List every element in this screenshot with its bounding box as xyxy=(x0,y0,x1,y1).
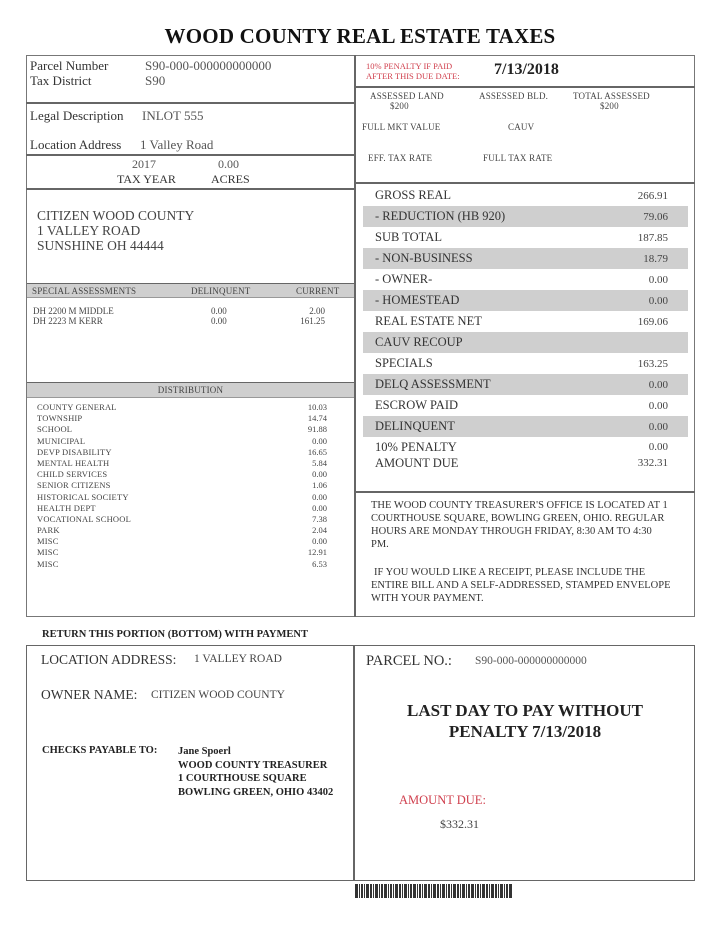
divider xyxy=(26,102,355,104)
summary-row: - REDUCTION (HB 920) 79.06 xyxy=(363,206,688,227)
stub-owner-name-value: CITIZEN WOOD COUNTY xyxy=(151,689,285,701)
special-row-current: 161.25 xyxy=(300,316,325,326)
stub-parcel-no-label: PARCEL NO.: xyxy=(366,653,452,669)
treasurer-office-note: THE WOOD COUNTY TREASURER'S OFFICE IS LOCATED AT 1 COURTHOUSE SQUARE, BOWLING GREEN, OHIO. REGULAR HOURS ARE MONDAY THROUGH FRIDAY, 8:30 AM TO 4:30 PM. xyxy=(371,500,668,550)
summary-row: SUB TOTAL 187.85 xyxy=(375,230,668,244)
last-day-to-pay: LAST DAY TO PAY WITHOUT PENALTY 7/13/2018 xyxy=(407,701,643,741)
divider xyxy=(26,154,355,156)
distribution-row: MISC 12.91 xyxy=(37,547,327,558)
special-row-name: DH 2223 M KERR xyxy=(33,316,103,326)
return-portion-notice: RETURN THIS PORTION (BOTTOM) WITH PAYMENT xyxy=(42,629,308,640)
distribution-row: DEVP DISABILITY 16.65 xyxy=(37,446,327,457)
payee-name: Jane Spoerl xyxy=(178,746,231,757)
divider xyxy=(355,182,695,184)
payee-office: WOOD COUNTY TREASURER xyxy=(178,759,328,771)
distribution-row: HEALTH DEPT 0.00 xyxy=(37,502,327,513)
owner-street: 1 VALLEY ROAD xyxy=(37,223,141,238)
distribution-row: SCHOOL 91.88 xyxy=(37,424,327,435)
stub-location-address-value: 1 VALLEY ROAD xyxy=(194,653,282,665)
summary-row: REAL ESTATE NET 169.06 xyxy=(375,314,668,328)
total-assessed-value: $200 xyxy=(600,101,619,111)
tax-year-value: 2017 xyxy=(132,157,156,171)
summary-row: SPECIALS 163.25 xyxy=(375,356,668,370)
distribution-row: MISC 0.00 xyxy=(37,536,327,547)
assessed-land-label: ASSESSED LAND xyxy=(370,91,444,101)
full-mkt-value-label: FULL MKT VALUE xyxy=(362,122,441,132)
current-heading: CURRENT xyxy=(296,286,340,296)
tax-summary-table xyxy=(363,185,688,471)
distribution-row: MISC 6.53 xyxy=(37,558,327,569)
distribution-row: HISTORICAL SOCIETY 0.00 xyxy=(37,491,327,502)
tax-district-value: S90 xyxy=(145,73,166,88)
divider xyxy=(355,86,695,88)
column-divider xyxy=(354,55,356,617)
summary-row: - HOMESTEAD 0.00 xyxy=(363,290,688,311)
parcel-number-label: Parcel Number xyxy=(30,58,109,73)
parcel-number-value: S90-000-000000000000 xyxy=(145,58,272,73)
location-address-label: Location Address xyxy=(30,137,122,152)
eff-tax-rate-label: EFF. TAX RATE xyxy=(368,153,433,163)
distribution-row: SENIOR CITIZENS 1.06 xyxy=(37,480,327,491)
receipt-note: IF YOU WOULD LIKE A RECEIPT, PLEASE INCLUDE THE ENTIRE BILL AND A SELF-ADDRESSED, STAMPED ENVELOPE WITH YOUR PAYMENT. xyxy=(371,567,671,604)
due-date: 7/13/2018 xyxy=(494,61,559,78)
special-row-name: DH 2200 M MIDDLE xyxy=(33,306,114,316)
cauv-label: CAUV xyxy=(508,122,535,132)
stub-divider xyxy=(353,645,355,881)
summary-row: ESCROW PAID 0.00 xyxy=(375,398,668,412)
legal-description-value: INLOT 555 xyxy=(142,108,204,123)
distribution-row: TOWNSHIP 14.74 xyxy=(37,413,327,424)
legal-description-label: Legal Description xyxy=(30,108,124,123)
acres-label: ACRES xyxy=(211,172,250,186)
distribution-list xyxy=(37,402,327,570)
special-assessments-heading: SPECIAL ASSESSMENTS xyxy=(32,286,137,296)
stub-amount-due-value: $332.31 xyxy=(440,817,479,831)
distribution-row: CHILD SERVICES 0.00 xyxy=(37,469,327,480)
penalty-notice: 10% PENALTY IF PAID AFTER THIS DUE DATE: xyxy=(366,61,460,81)
summary-row: 10% PENALTY 0.00 xyxy=(375,439,668,454)
stub-parcel-no-value: S90-000-000000000000 xyxy=(475,655,587,667)
payee-street: 1 COURTHOUSE SQUARE xyxy=(178,773,307,784)
stub-amount-due-label: AMOUNT DUE: xyxy=(399,793,486,807)
summary-row-amount-due: AMOUNT DUE 332.31 xyxy=(375,455,668,470)
payee-city: BOWLING GREEN, OHIO 43402 xyxy=(178,786,334,798)
location-address-value: 1 Valley Road xyxy=(140,137,214,152)
distribution-row: PARK 2.04 xyxy=(37,525,327,536)
distribution-row: MENTAL HEALTH 5.84 xyxy=(37,457,327,468)
summary-row: CAUV RECOUP xyxy=(363,332,688,353)
stub-owner-name-label: OWNER NAME: xyxy=(41,687,138,702)
checks-payable-label: CHECKS PAYABLE TO: xyxy=(42,745,158,756)
distribution-row: MUNICIPAL 0.00 xyxy=(37,435,327,446)
assessed-land-value: $200 xyxy=(390,101,409,111)
owner-name: CITIZEN WOOD COUNTY xyxy=(37,208,195,223)
special-row-current: 2.00 xyxy=(309,306,325,316)
summary-row: - OWNER- 0.00 xyxy=(375,272,668,286)
barcode xyxy=(355,884,585,898)
total-assessed-label: TOTAL ASSESSED xyxy=(573,91,650,101)
summary-row: DELQ ASSESSMENT 0.00 xyxy=(363,374,688,395)
summary-row: - NON-BUSINESS 18.79 xyxy=(363,248,688,269)
payment-stub xyxy=(26,645,695,881)
delinquent-heading: DELINQUENT xyxy=(191,286,251,296)
special-row-delinquent: 0.00 xyxy=(211,316,227,326)
distribution-heading: DISTRIBUTION xyxy=(157,385,224,395)
stub-location-address-label: LOCATION ADDRESS: xyxy=(41,652,177,667)
distribution-row: COUNTY GENERAL 10.03 xyxy=(37,402,327,412)
summary-row: GROSS REAL 266.91 xyxy=(375,188,668,202)
full-tax-rate-label: FULL TAX RATE xyxy=(483,153,553,163)
special-row-delinquent: 0.00 xyxy=(211,306,227,316)
divider xyxy=(26,188,355,190)
summary-row: DELINQUENT 0.00 xyxy=(363,416,688,437)
acres-value: 0.00 xyxy=(218,157,239,171)
owner-address-block xyxy=(37,208,194,253)
page-title: WOOD COUNTY REAL ESTATE TAXES xyxy=(164,24,556,48)
tax-district-label: Tax District xyxy=(30,73,92,88)
payee-address xyxy=(178,745,333,799)
owner-city: SUNSHINE OH 44444 xyxy=(37,238,164,253)
distribution-row: VOCATIONAL SCHOOL 7.38 xyxy=(37,513,327,524)
tax-year-label: TAX YEAR xyxy=(117,172,176,186)
assessed-bld-label: ASSESSED BLD. xyxy=(479,91,549,101)
divider xyxy=(355,491,695,493)
